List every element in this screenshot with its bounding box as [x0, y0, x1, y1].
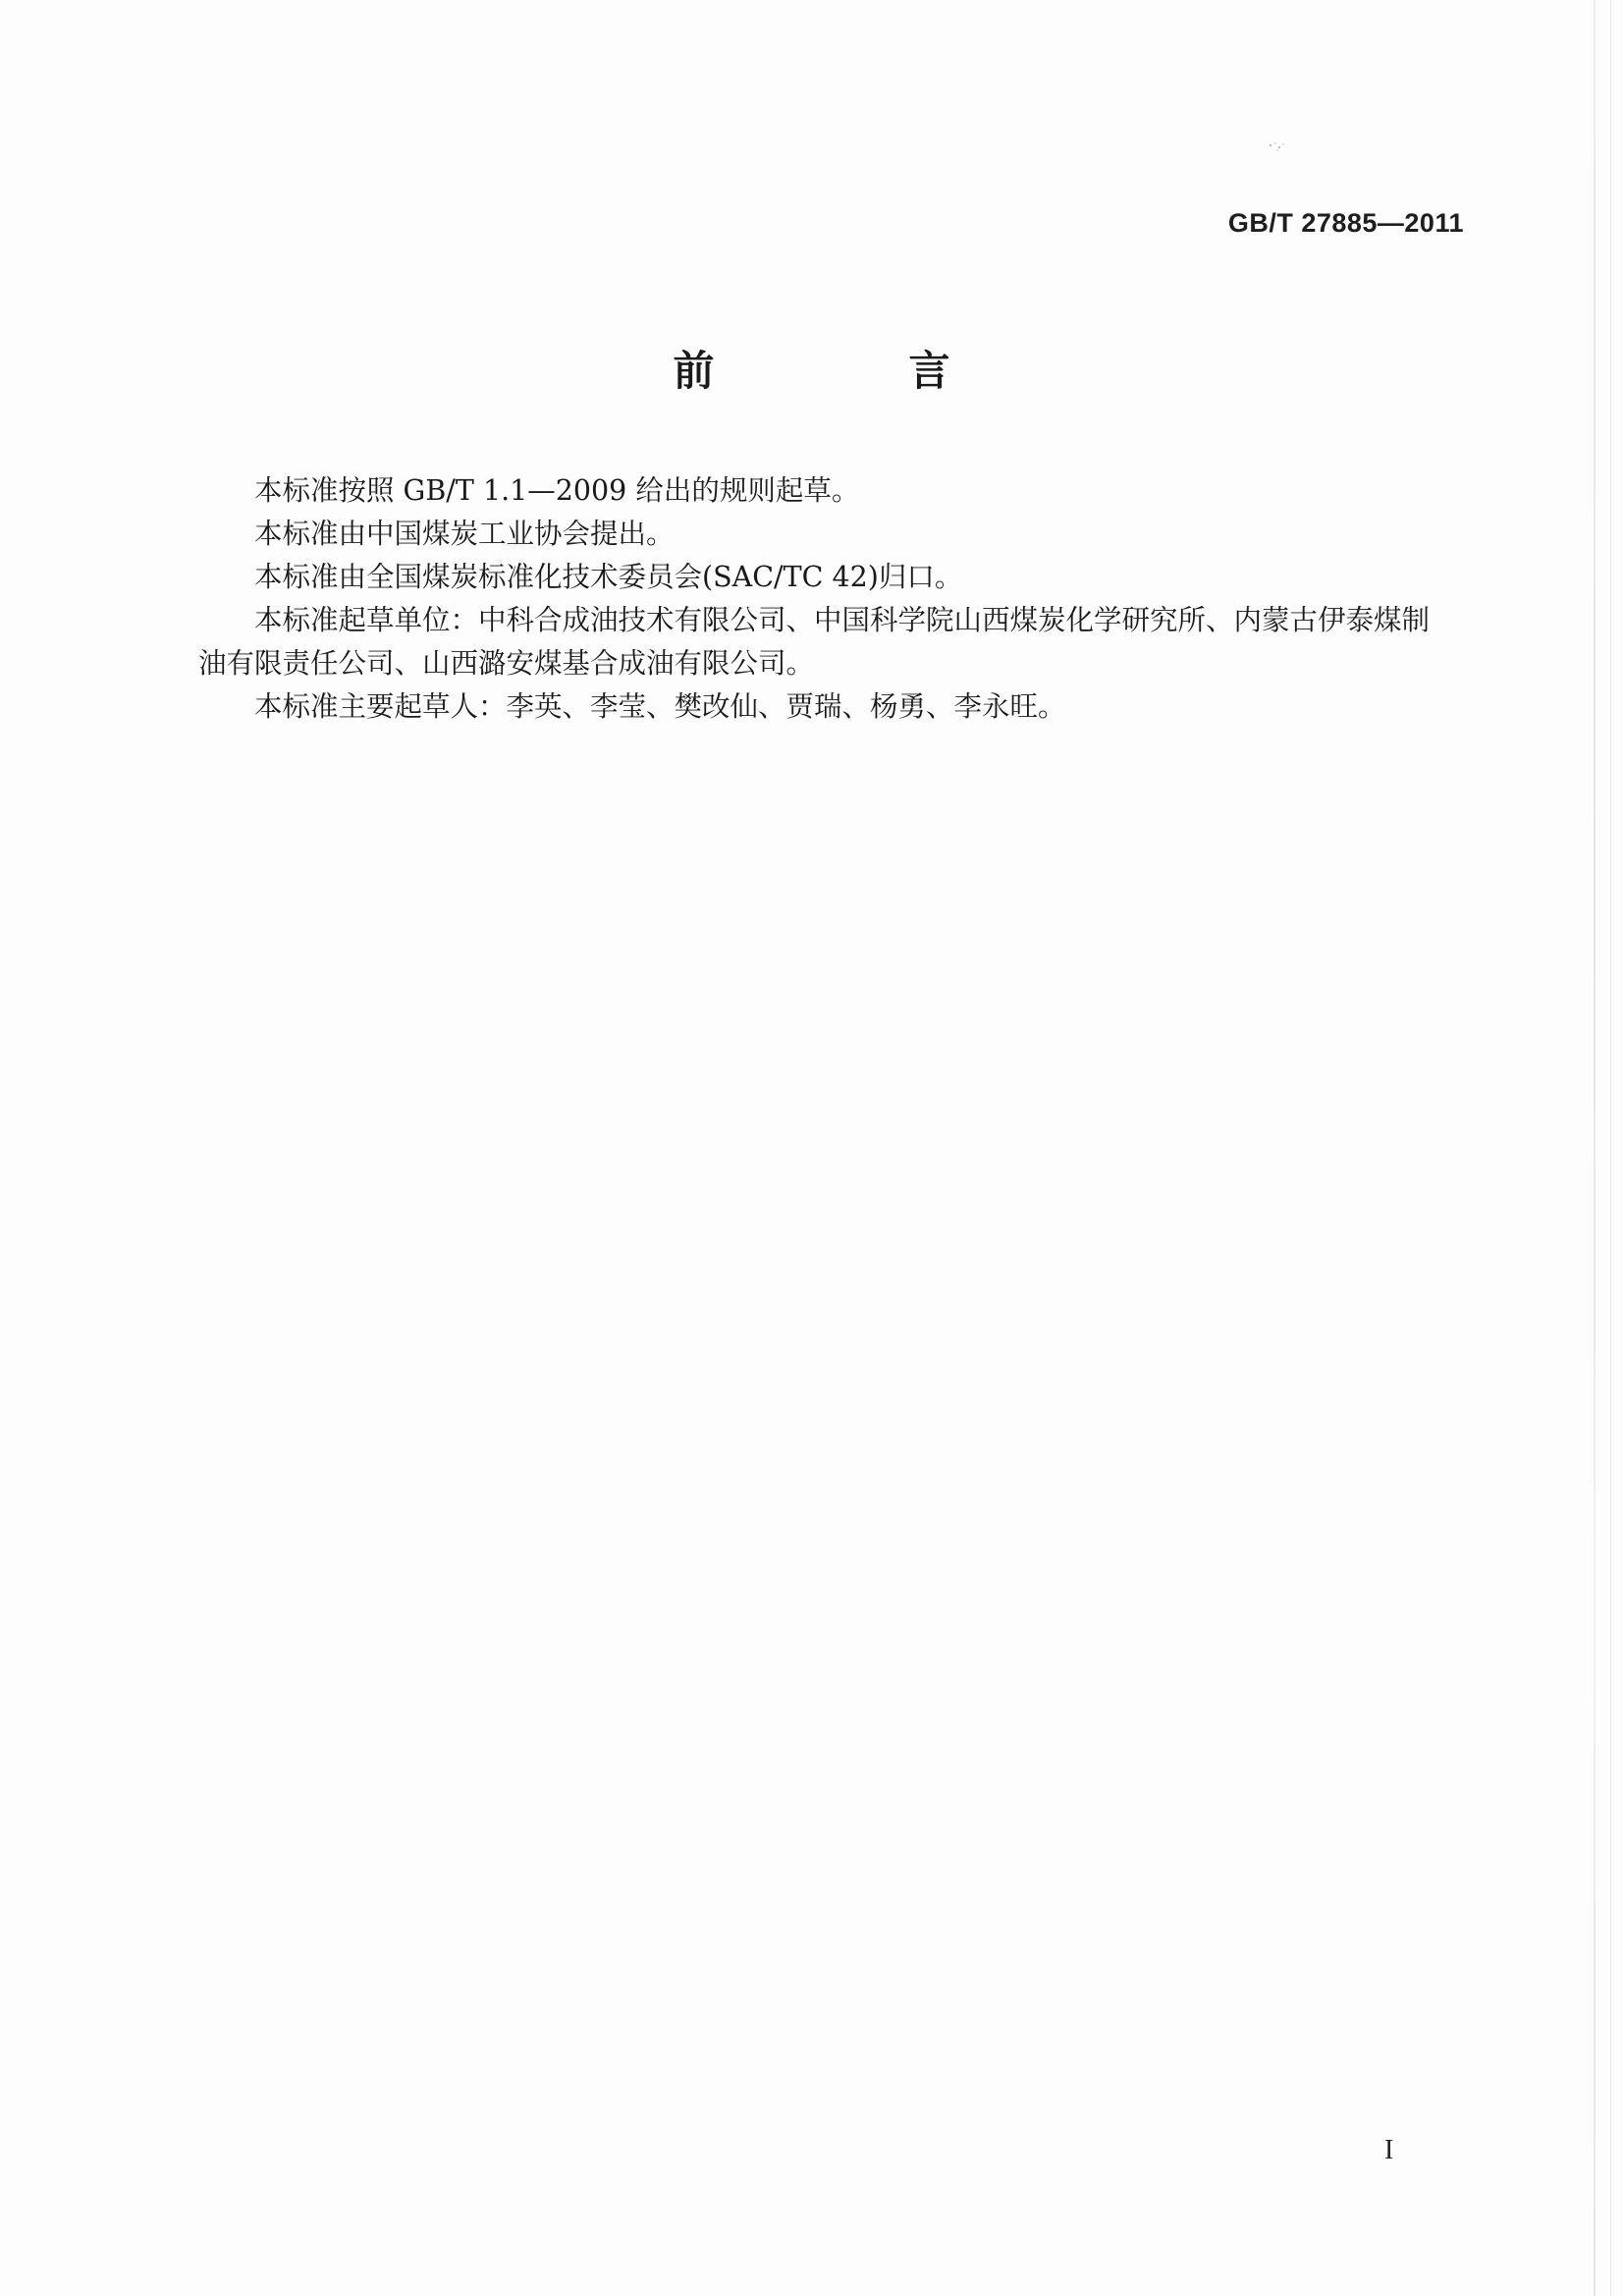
scan-speck-mark [1267, 139, 1288, 153]
paragraph-main-drafters: 本标准主要起草人：李英、李莹、樊改仙、贾瑞、杨勇、李永旺。 [254, 690, 1066, 723]
foreword-body [198, 469, 1457, 729]
page-number: I [1384, 2135, 1394, 2165]
paragraph-drafting-units: 本标准起草单位：中科合成油技术有限公司、中国科学院山西煤炭化学研究所、内蒙古伊泰煤制油有限责任公司、山西潞安煤基合成油有限公司。 [198, 604, 1431, 680]
paragraph-centralized-by: 本标准由全国煤炭标准化技术委员会(SAC/TC 42)归口。 [254, 561, 963, 593]
standard-code: GB/T 27885—2011 [1227, 208, 1464, 238]
page-title: 前 言 [673, 347, 1027, 395]
paragraph-drafting-rules: 本标准按照 GB/T 1.1—2009 给出的规则起草。 [254, 474, 860, 507]
paragraph-proposed-by: 本标准由中国煤炭工业协会提出。 [254, 518, 675, 550]
